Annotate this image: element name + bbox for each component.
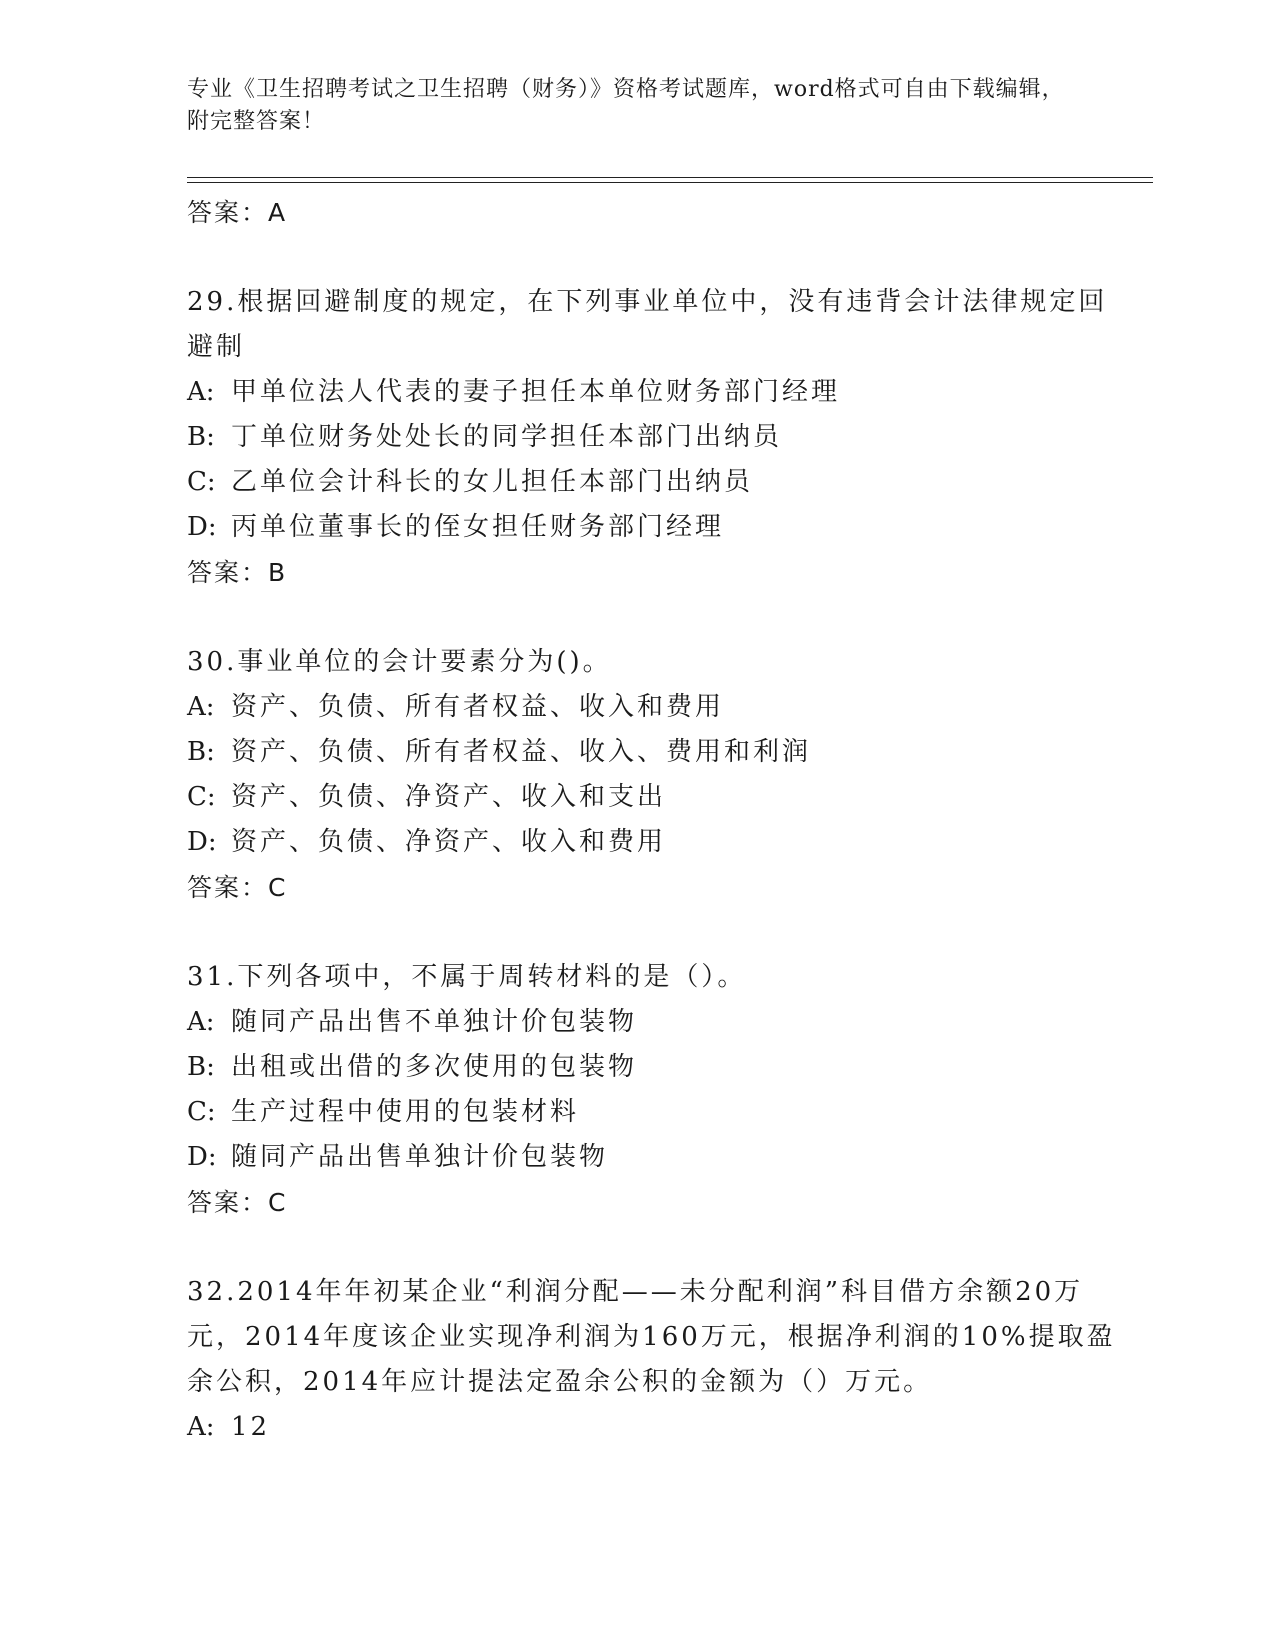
option-b — [187, 415, 1127, 460]
option-a — [187, 1405, 1127, 1450]
option-key: C: — [187, 782, 216, 812]
option-text: 出租或出借的多次使用的包装物 — [231, 1052, 638, 1082]
option-text: 随同产品出售不单独计价包装物 — [231, 1007, 638, 1037]
document-header: 专业《卫生招聘考试之卫生招聘（财务）》资格考试题库，word格式可自由下载编辑，附完整答案！ — [187, 77, 1065, 134]
option-c — [187, 460, 1127, 505]
option-d — [187, 820, 1127, 865]
option-text: 随同产品出售单独计价包装物 — [231, 1142, 609, 1172]
question-stem: 30.事业单位的会计要素分为()。 — [187, 647, 612, 677]
option-key: A: — [187, 692, 215, 722]
answer-line: 答案：C — [187, 873, 288, 902]
option-d — [187, 1135, 1127, 1180]
option-text: 12 — [231, 1412, 271, 1442]
question-block — [187, 640, 1127, 910]
option-text: 甲单位法人代表的妻子担任本单位财务部门经理 — [231, 377, 841, 407]
option-key: C: — [187, 1097, 216, 1127]
question-stem: 29.根据回避制度的规定，在下列事业单位中，没有违背会计法律规定回避制 — [187, 287, 1108, 362]
answer-line: 答案：B — [187, 558, 288, 587]
option-text: 资产、负债、净资产、收入和费用 — [231, 827, 667, 857]
answer-line: 答案：A — [187, 198, 288, 227]
option-key: B: — [187, 422, 215, 452]
option-a — [187, 1000, 1127, 1045]
option-c — [187, 775, 1127, 820]
question-stem: 32.2014年年初某企业“利润分配——未分配利润”科目借方余额20万元，2014年度该企业实现净利润为160万元，根据净利润的10%提取盈余公积，2014年应计提法定盈余公积的金额为（）万元。 — [187, 1277, 1116, 1397]
option-key: A: — [187, 1412, 215, 1442]
option-key: D: — [187, 1142, 217, 1172]
option-key: B: — [187, 1052, 215, 1082]
option-b — [187, 730, 1127, 775]
option-text: 资产、负债、净资产、收入和支出 — [231, 782, 667, 812]
option-c — [187, 1090, 1127, 1135]
option-text: 丙单位董事长的侄女担任财务部门经理 — [231, 512, 725, 542]
option-text: 丁单位财务处处长的同学担任本部门出纳员 — [231, 422, 783, 452]
option-a — [187, 370, 1127, 415]
option-text: 资产、负债、所有者权益、收入、费用和利润 — [231, 737, 812, 767]
option-a — [187, 685, 1127, 730]
question-stem: 31.下列各项中，不属于周转材料的是（）。 — [187, 962, 747, 992]
option-d — [187, 505, 1127, 550]
question-block — [187, 955, 1127, 1225]
question-list — [187, 190, 1127, 1450]
answer-line: 答案：C — [187, 1188, 288, 1217]
option-text: 乙单位会计科长的女儿担任本部门出纳员 — [231, 467, 754, 497]
option-text: 生产过程中使用的包装材料 — [231, 1097, 580, 1127]
option-text: 资产、负债、所有者权益、收入和费用 — [231, 692, 725, 722]
header-divider-top — [187, 177, 1153, 178]
question-block — [187, 280, 1127, 595]
question-block — [187, 1270, 1127, 1450]
option-key: C: — [187, 467, 216, 497]
option-key: D: — [187, 512, 217, 542]
option-key: A: — [187, 377, 215, 407]
option-key: B: — [187, 737, 215, 767]
header-divider-bottom — [187, 182, 1153, 183]
option-b — [187, 1045, 1127, 1090]
option-key: D: — [187, 827, 217, 857]
option-key: A: — [187, 1007, 215, 1037]
